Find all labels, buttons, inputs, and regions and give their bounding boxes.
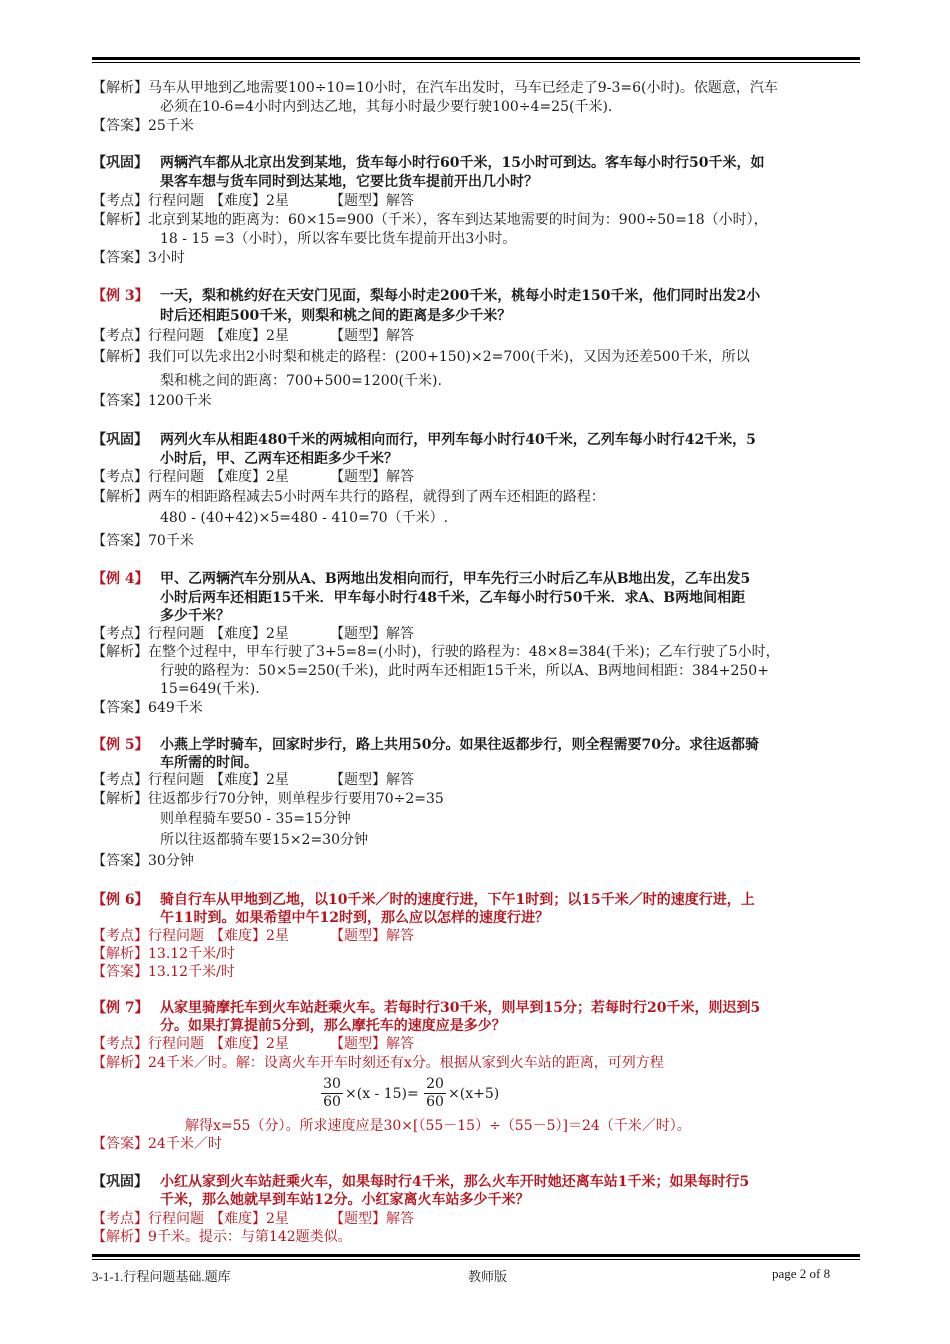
analysis-line: 18 - 15 =3（小时），所以客车要比货车提前开出3小时。 <box>160 231 517 247</box>
question-label: 【例 6】 <box>92 892 149 908</box>
analysis-line: 【解析】往返都步行70分钟，则单程步行要用70÷2=35 <box>92 791 444 807</box>
analysis-line: 【解析】马车从甲地到乙地需要100÷10=10小时，在汽车出发时，马车已经走了9-3=6(小时)。依题意，汽车 <box>92 80 778 96</box>
question-example-4: 【例 4】 甲、乙两辆汽车分别从A、B两地出发相向而行，甲车先行三小时后乙车从B地出发，乙车出发5 <box>92 571 751 587</box>
footer-rule-thin <box>92 1259 860 1260</box>
equation-fraction-2: 20 60 <box>424 1076 446 1111</box>
equation-part: ×(x+5) <box>448 1086 500 1102</box>
question-consolidate-2: 【巩固】 两列火车从相距480千米的两城相向而行，甲列车每小时行40千米，乙列车每小时行42千米，5 <box>92 432 756 448</box>
analysis-line: 480 - (40+42)×5=480 - 410=70（千米）. <box>160 510 449 526</box>
question-consolidate-3: 【巩固】 小红从家到火车站赶乘火车，如果每时行4千米，那么火车开时她还离车站1千米；如果每时行5 <box>92 1174 750 1190</box>
question-consolidate-1: 【巩固】 两辆汽车都从北京出发到某地，货车每小时行60千米，15小时可到达。客车每小时行50千米，如 <box>92 155 765 171</box>
analysis-line: 15=649(千米). <box>160 681 260 697</box>
question-label: 【例 4】 <box>92 571 149 587</box>
footer-rule-thick <box>92 1254 860 1257</box>
footer-page-number: page 2 of 8 <box>772 1266 831 1281</box>
analysis-line: 【解析】13.12千米/时 <box>92 946 235 962</box>
question-label: 【巩固】 <box>92 1174 148 1190</box>
answer-line: 【答案】25千米 <box>92 118 194 134</box>
question-line: 多少千米？ <box>160 608 230 624</box>
answer-line: 【答案】1200千米 <box>92 393 212 409</box>
meta-line: 【考点】行程问题 【难度】2星 【题型】解答 <box>92 193 414 209</box>
analysis-line: 【解析】9千米。提示：与第142题类似。 <box>92 1229 352 1245</box>
analysis-line: 【解析】在整个过程中，甲车行驶了3+5=8=(小时)，行驶的路程为：48×8=384(千米)；乙车行驶了5小时， <box>92 644 780 660</box>
question-example-6: 【例 6】 骑自行车从甲地到乙地，以10千米／时的速度行进，下午1时到；以15千米／时的速度行进，上 <box>92 892 755 908</box>
question-example-3: 【例 3】 一天，梨和桃约好在天安门见面，梨每小时走200千米，桃每小时走150千米，他们同时出发2小 <box>92 288 761 304</box>
analysis-line: 【解析】北京到某地的距离为：60×15=900（千米），客车到达某地需要的时间为：900÷50=18（小时）， <box>92 212 768 228</box>
meta-line: 【考点】行程问题 【难度】2星 【题型】解答 <box>92 626 414 642</box>
question-line: 车所需的时间。 <box>160 755 258 771</box>
analysis-line: 【解析】24千米／时。解：设离火车开车时刻还有x分。根据从家到火车站的距离，可列方程 <box>92 1055 664 1071</box>
footer-doc-title: 3-1-1.行程问题基础.题库 <box>92 1269 231 1284</box>
question-label: 【巩固】 <box>92 155 148 171</box>
answer-line: 【答案】70千米 <box>92 533 194 549</box>
question-label: 【例 5】 <box>92 737 149 753</box>
analysis-line: 解得x=55（分）。所求速度应是30×[（55－15）÷（55－5）]＝24（千米／时）。 <box>185 1118 691 1134</box>
question-label: 【例 7】 <box>92 1000 149 1016</box>
header-rule-thin <box>92 62 860 63</box>
question-label: 【巩固】 <box>92 432 148 448</box>
meta-line: 【考点】行程问题 【难度】2星 【题型】解答 <box>92 1036 414 1052</box>
analysis-line: 梨和桃之间的距离：700+500=1200(千米). <box>160 373 442 389</box>
question-line: 分。如果打算提前5分到，那么摩托车的速度应是多少？ <box>160 1018 506 1034</box>
analysis-line: 则单程骑车要50 - 35=15分钟 <box>160 811 351 827</box>
answer-line: 【答案】24千米／时 <box>92 1136 222 1152</box>
question-line: 小时后两车还相距15千米．甲车每小时行48千米，乙车每小时行50千米．求A、B两地间相距 <box>160 590 746 606</box>
analysis-line: 必须在10-6=4小时内到达乙地，其每小时最少要行驶100÷4=25(千米). <box>160 99 613 115</box>
question-line: 时后还相距500千米，则梨和桃之间的距离是多少千米？ <box>160 308 512 324</box>
meta-line: 【考点】行程问题 【难度】2星 【题型】解答 <box>92 469 414 485</box>
answer-line: 【答案】649千米 <box>92 700 203 716</box>
analysis-line: 【解析】两车的相距路程减去5小时两车共行的路程，就得到了两车还相距的路程： <box>92 489 605 505</box>
equation-fraction-1: 30 60 <box>321 1076 343 1111</box>
question-line: 小时后，甲、乙两车还相距多少千米？ <box>160 451 398 467</box>
analysis-line: 【解析】我们可以先求出2小时梨和桃走的路程：(200+150)×2=700(千米)，又因为还差500千米，所以 <box>92 349 750 365</box>
answer-line: 【答案】13.12千米/时 <box>92 964 235 980</box>
question-label: 【例 3】 <box>92 288 149 304</box>
analysis-line: 行驶的路程为：50×5=250(千米)，此时两车还相距15千米，所以A、B两地间相距：384+250+ <box>160 663 769 679</box>
answer-line: 【答案】3小时 <box>92 250 185 266</box>
answer-line: 【答案】30分钟 <box>92 853 194 869</box>
meta-line: 【考点】行程问题 【难度】2星 【题型】解答 <box>92 328 414 344</box>
footer-edition: 教师版 <box>468 1269 508 1284</box>
analysis-line: 所以往返都骑车要15×2=30分钟 <box>160 832 368 848</box>
question-line: 果客车想与货车同时到达某地，它要比货车提前开出几小时？ <box>160 174 538 190</box>
question-line: 千米，那么她就早到车站12分。小红家离火车站多少千米？ <box>160 1192 530 1208</box>
header-rule-thick <box>92 57 860 60</box>
question-example-7: 【例 7】 从家里骑摩托车到火车站赶乘火车。若每时行30千米，则早到15分；若每时行20千米，则迟到5 <box>92 1000 761 1016</box>
meta-line: 【考点】行程问题 【难度】2星 【题型】解答 <box>92 772 414 788</box>
meta-line: 【考点】行程问题 【难度】2星 【题型】解答 <box>92 1211 414 1227</box>
question-example-5: 【例 5】 小燕上学时骑车，回家时步行，路上共用50分。如果往返都步行，则全程需要70分。求往返都骑 <box>92 737 759 753</box>
question-line: 午11时到。如果希望中午12时到，那么应以怎样的速度行进？ <box>160 910 549 926</box>
equation-part: ×(x - 15)= <box>345 1086 419 1102</box>
meta-line: 【考点】行程问题 【难度】2星 【题型】解答 <box>92 928 414 944</box>
